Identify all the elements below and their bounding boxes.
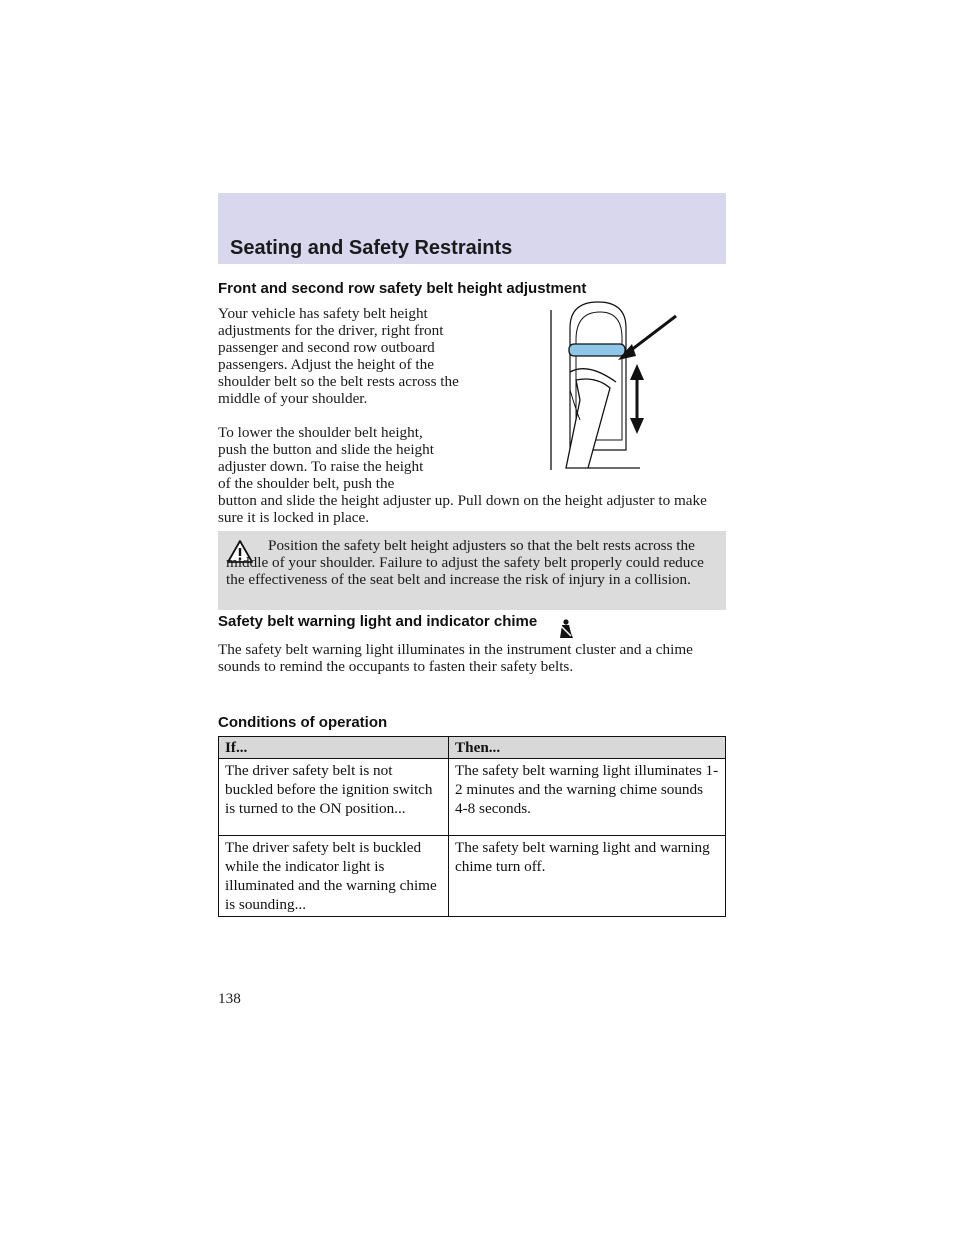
page-number: 138 — [218, 990, 241, 1007]
heading-conditions: Conditions of operation — [218, 714, 388, 731]
up-arrow-head — [630, 364, 644, 380]
heading-warning-light: Safety belt warning light and indicator chime — [218, 613, 538, 630]
shoulder-belt — [566, 379, 610, 468]
warning-box — [218, 531, 726, 610]
belt-height-adjuster-illustration — [548, 300, 726, 480]
paragraph-line: of the shoulder belt, push the — [218, 475, 395, 492]
column-header-then: Then... — [449, 737, 726, 759]
header-band — [218, 193, 726, 264]
table-row — [219, 836, 726, 917]
pointer-arrow-shaft — [626, 316, 676, 354]
paragraph-line: adjuster down. To raise the height — [218, 458, 424, 475]
paragraph-line: To lower the shoulder belt height, — [218, 424, 423, 441]
adjuster-button — [569, 344, 625, 356]
table-cell-then: The safety belt warning light and warning chime turn off. — [449, 836, 726, 917]
paragraph-adjustments: Your vehicle has safety belt height adjustments for the driver, right front passenger and second row outboard passengers. Adjust the height of the shoulder belt so the belt rests across the middle of your shoulder. — [218, 305, 459, 407]
conditions-table — [218, 736, 726, 917]
paragraph-warning-light: The safety belt warning light illuminates in the instrument cluster and a chime sounds to remind the occupants to fasten their safety belts. — [218, 641, 693, 675]
paragraph-lower-raise-lines — [218, 424, 480, 492]
down-arrow-head — [630, 418, 644, 434]
table-cell-if: The driver safety belt is buckled while the indicator light is illuminated and the warning chime is sounding... — [219, 836, 449, 917]
paragraph-lower-raise-rest: button and slide the height adjuster up. Pull down on the height adjuster to make sure it is locked in place. — [218, 492, 707, 526]
section-title: Seating and Safety Restraints — [230, 237, 513, 259]
warning-text: Position the safety belt height adjusters so that the belt rests across the middle of your shoulder. Failure to adjust the safety belt properly could reduce the effectiveness of the seat belt and increase the risk of injury in a collision. — [226, 537, 704, 588]
paragraph-line: push the button and slide the height — [218, 441, 434, 458]
heading-height-adjustment: Front and second row safety belt height adjustment — [218, 280, 587, 297]
table-header-row — [219, 737, 726, 759]
table-cell-then: The safety belt warning light illuminates 1-2 minutes and the warning chime sounds 4-8 seconds. — [449, 759, 726, 836]
column-header-if: If... — [219, 737, 449, 759]
seatbelt-indicator-icon — [557, 619, 575, 639]
table-row — [219, 759, 726, 836]
table-cell-if: The driver safety belt is not buckled before the ignition switch is turned to the ON position... — [219, 759, 449, 836]
